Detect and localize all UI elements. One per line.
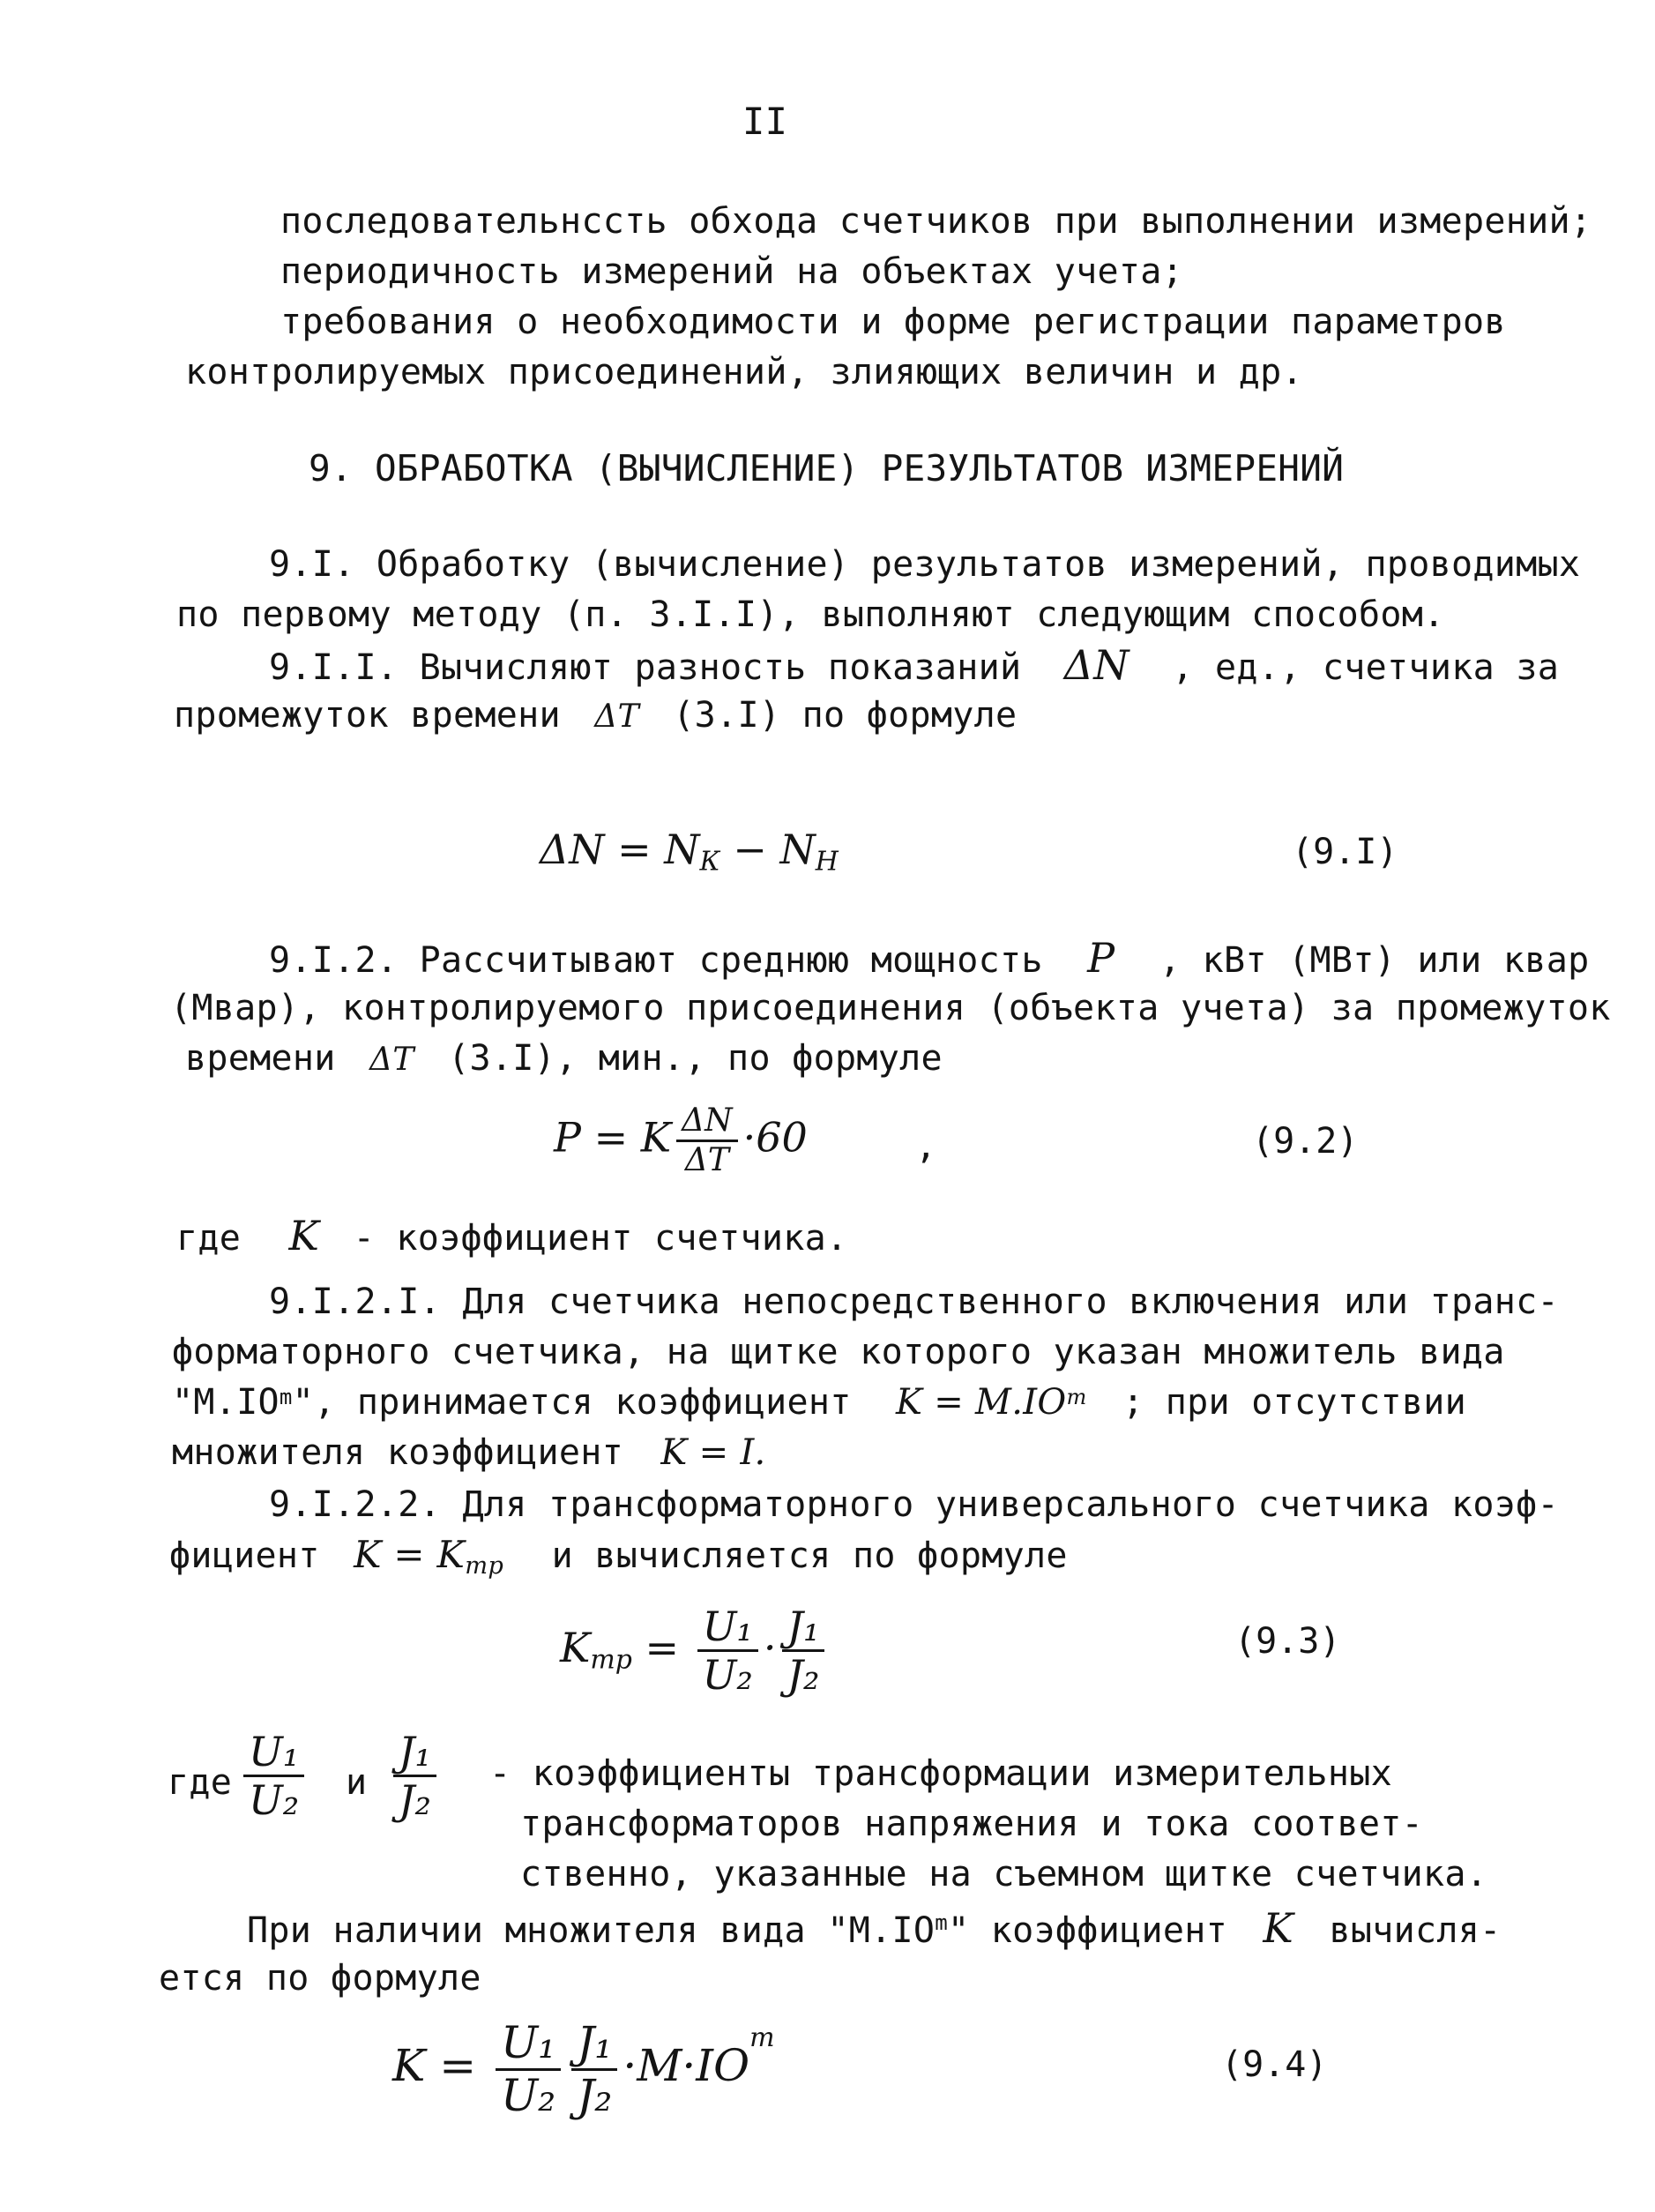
p912-text-b: , кВт (МВт) или квар <box>1159 940 1590 981</box>
where-ratio-line-1: - коэффициенты трансформации измерительных <box>489 1753 1393 1794</box>
eq92-tail: ·60 <box>742 1113 808 1162</box>
p91-line-1: 9.I. Обработку (вычисление) результатов измерений, проводимых <box>269 544 1581 585</box>
eq94-fraction-j <box>571 2017 617 2121</box>
eq91-sub-k: К <box>699 846 720 878</box>
p9121-text-c: ; при отсутствии <box>1122 1382 1467 1423</box>
where-ratio-line-2: трансформаторов напряжения и тока соответ- <box>520 1804 1424 1844</box>
p9121-mult-sup: m <box>279 1385 293 1409</box>
p9122-text-b: и вычисляется по формуле <box>551 1536 1068 1576</box>
eq92-fraction <box>676 1104 738 1177</box>
p-mult-var-k: K <box>1263 1904 1294 1952</box>
p9121-eq-k1: K = I. <box>660 1432 766 1473</box>
equation-9-3-number: (9.3) <box>1234 1621 1341 1662</box>
p912-text-d: (3.I), мин., по формуле <box>448 1038 943 1079</box>
eq94-fraction-u <box>496 2017 561 2121</box>
eq93-lhs: K <box>560 1623 591 1671</box>
eq93-lhs-sub: тр <box>590 1644 632 1676</box>
equation-9-3 <box>560 1603 830 1700</box>
where-k-text-a: где <box>176 1218 242 1259</box>
p911-text-d: (3.I) по формуле <box>673 695 1018 736</box>
p9121-line-2: форматорного счетчика, на щитке которого указан множитель вида <box>172 1332 1505 1372</box>
p912-text-c: времени <box>185 1038 336 1079</box>
p9122-eq <box>354 1533 504 1580</box>
p9121-eq-text: K = M.IO <box>896 1382 1067 1423</box>
eq93-j1: J₁ <box>782 1605 825 1652</box>
p911-var-dn: ΔN <box>1063 641 1129 689</box>
eq93-dot: · <box>763 1623 777 1671</box>
where-ratio-j <box>388 1728 442 1825</box>
p9122-eq-text: K = K <box>354 1533 466 1576</box>
p-mult-quote <box>827 1910 969 1951</box>
where-j1: J₁ <box>393 1730 436 1777</box>
where-ratio-line-3: ственно, указанные на съемном щитке счетчика. <box>520 1854 1488 1894</box>
p-mult-text-b: коэффициент <box>990 1910 1227 1951</box>
p-mult-text-c: вычисля- <box>1329 1910 1502 1951</box>
eq93-u2: U₂ <box>702 1651 753 1700</box>
p9122-eq-sub: тр <box>465 1551 504 1580</box>
eq94-j2: J₂ <box>577 2069 613 2121</box>
eq94-u1: U₁ <box>496 2020 561 2071</box>
p-mult-line-2: ется по формуле <box>159 1958 481 1999</box>
equation-9-1-number: (9.I) <box>1292 832 1398 872</box>
p9121-text-b: ", принимается коэффициент <box>292 1382 852 1423</box>
eq93-eq: = <box>631 1623 692 1671</box>
p9121-eq <box>896 1382 1087 1423</box>
intro-line-3: требования о необходимости и форме регистрации параметров <box>280 302 1506 342</box>
eq94-sup: m <box>749 2021 775 2053</box>
p9121-line-1: 9.I.2.I. Для счетчика непосредственного включения или транс- <box>269 1282 1559 1322</box>
equation-9-1 <box>540 825 839 886</box>
where-fraction-u <box>243 1728 304 1825</box>
intro-line-2: периодичность измерений на объектах учета; <box>280 251 1184 292</box>
p9121-eq-sup: m <box>1066 1385 1087 1409</box>
p9122-line-1: 9.I.2.2. Для трансформаторного универсального счетчика коэф- <box>269 1484 1559 1525</box>
eq94-lhs: K = <box>392 2040 491 2091</box>
p-mult-line-1 <box>247 1905 1502 1954</box>
where-k-line <box>176 1213 847 1261</box>
where-j2: J₂ <box>399 1776 431 1825</box>
p912-line-2: (Мвар), контролируемого присоединения (объекта учета) за промежуток <box>170 988 1611 1028</box>
eq92-denominator: ΔT <box>684 1141 729 1178</box>
p-mult-text-a: При наличии множителя вида <box>247 1910 806 1951</box>
where-k-var: K <box>288 1212 320 1259</box>
where-u2: U₂ <box>249 1776 300 1825</box>
p91-line-2: по первому методу (п. 3.I.I), выполняют следующим способом. <box>176 594 1445 635</box>
where-fraction-j <box>393 1728 436 1825</box>
eq93-fraction-u <box>697 1603 758 1700</box>
eq93-u1: U₁ <box>697 1605 758 1652</box>
eq94-j1: J₁ <box>571 2020 617 2071</box>
p9121-mult-a: "М.IO <box>172 1382 280 1423</box>
p-mult-quote-sup: m <box>935 1910 948 1935</box>
eq92-lhs: P = K <box>554 1113 672 1162</box>
eq91-n2: N <box>779 826 816 873</box>
p9121-text-d: множителя коэффициент <box>172 1432 624 1473</box>
p911-text-b: , ед., счетчика за <box>1172 647 1560 688</box>
eq91-n1: N <box>664 826 700 873</box>
where-ratio-and: и <box>346 1762 368 1803</box>
p9122-line-2 <box>169 1532 1068 1589</box>
p-mult-quote-text: "М.IO <box>827 1910 936 1951</box>
eq93-fraction-j <box>782 1603 825 1700</box>
p-mult-quote-end: " <box>948 1910 970 1951</box>
p911-text-a: 9.I.I. Вычисляют разность показаний <box>269 647 1022 688</box>
p9121-line-4 <box>172 1430 766 1476</box>
p911-var-dt: ΔT <box>594 699 639 735</box>
eq92-numerator: ΔN <box>676 1104 738 1142</box>
equation-9-4 <box>392 2017 775 2121</box>
eq91-lhs: ΔN = <box>540 826 665 873</box>
p912-line-1 <box>269 935 1589 983</box>
eq93-j2: J₂ <box>786 1651 820 1700</box>
p912-var-dt: ΔT <box>369 1042 414 1078</box>
p9122-text-a: фициент <box>169 1536 320 1576</box>
equation-9-2-number: (9.2) <box>1252 1121 1359 1162</box>
p912-text-a: 9.I.2. Рассчитывают среднюю мощность <box>269 940 1043 981</box>
p911-text-c: промежуток времени <box>174 695 561 736</box>
page-number: II <box>742 100 788 143</box>
p912-var-p: P <box>1087 934 1115 982</box>
equation-9-4-number: (9.4) <box>1221 2044 1328 2085</box>
equation-9-2 <box>554 1104 808 1177</box>
eq94-tail: ·M·IO <box>622 2040 750 2091</box>
p9121-line-3 <box>172 1379 1466 1425</box>
where-ratio-u <box>238 1728 309 1825</box>
p911-line-2 <box>174 692 1017 740</box>
where-k-text-b: - коэффициент счетчика. <box>353 1218 848 1259</box>
where-ratio-label: где <box>168 1762 233 1803</box>
eq94-u2: U₂ <box>501 2069 556 2121</box>
where-u1: U₁ <box>243 1730 304 1777</box>
section-title: 9. ОБРАБОТКА (ВЫЧИСЛЕНИЕ) РЕЗУЛЬТАТОВ ИЗМЕРЕНИЙ <box>309 447 1345 489</box>
eq91-op: − <box>719 826 780 873</box>
equation-9-2-comma: , <box>915 1126 937 1167</box>
p911-line-1 <box>269 642 1559 691</box>
p912-line-3 <box>185 1035 943 1083</box>
intro-line-1: последовательнсcть обхода счетчиков при выполнении измерений; <box>280 201 1592 242</box>
intro-line-4: контролируемых присоединений, злияющих величин и др. <box>185 352 1303 392</box>
eq91-sub-n: Н <box>815 846 839 878</box>
